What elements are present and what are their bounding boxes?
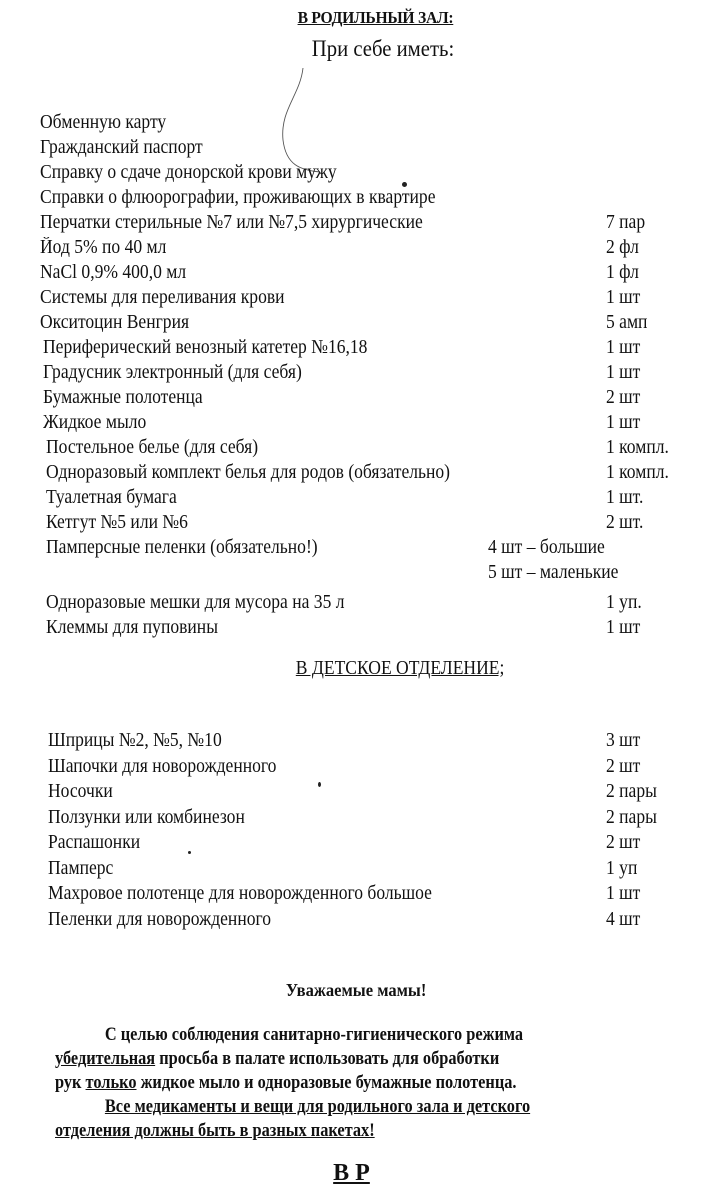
item-label: Памперс [48,857,114,879]
item-quantity: 1 компл. [606,462,669,483]
notice-warning: Все медикаменты и вещи для родильного зала и детского [104,1096,531,1117]
emphasis-convincing: убедительная [55,1048,156,1069]
list-item [0,907,703,933]
item-label: Периферический венозный катетер №16,18 [43,337,368,358]
notice-text: С целью соблюдения санитарно-гигиенического режима [104,1024,524,1045]
item-label: Окситоцин Венгрия [40,312,190,333]
item-quantity: 2 шт [606,755,641,777]
list-item [0,410,703,435]
list-item [0,560,703,585]
list-item [0,805,703,831]
item-quantity: 1 фл [606,262,639,283]
item-label: Носочки [48,781,113,802]
list-item [0,335,703,360]
list-item [0,485,703,510]
item-quantity: 1 шт [606,617,641,638]
list-item [0,285,703,310]
list-item [0,510,703,535]
list-item [0,360,703,385]
item-label: Махровое полотенце для новорожденного большое [48,883,432,904]
notice-line [55,1071,571,1095]
notice-text: рук [55,1072,86,1093]
item-label: Обменную карту [40,112,167,133]
section-title-children-department: В ДЕТСКОЕ ОТДЕЛЕНИЕ; [295,658,505,679]
notice-title: Уважаемые мамы! [285,980,427,1000]
list-item [0,830,703,856]
subtitle: При себе иметь: [311,36,455,61]
notice-text: просьба в палате использовать для обработки [155,1048,500,1069]
list-item [0,590,703,615]
item-quantity: 3 шт [606,730,641,751]
list-item [0,135,703,160]
list-item [0,881,703,907]
signature-initials: В Р [333,1160,370,1186]
item-label: Одноразовые мешки для мусора на 35 л [46,592,345,613]
item-label: Клеммы для пуповины [46,617,218,638]
list-item [0,260,703,285]
item-label: Ползунки или комбинезон [48,806,245,828]
item-label: Йод 5% по 40 мл [40,237,167,258]
item-quantity: 1 шт [606,362,641,383]
item-quantity: 4 шт [606,908,641,930]
list-item [0,460,703,485]
item-label: Перчатки стерильные №7 или №7,5 хирургические [40,212,423,233]
notice-text: жидкое мыло и одноразовые бумажные полотенца. [136,1072,517,1093]
item-quantity: 1 шт [606,287,641,308]
notice-line [55,1023,571,1047]
item-quantity: 5 шт – маленькие [488,562,619,583]
item-label: Распашонки [48,832,141,853]
item-quantity: 1 шт [606,412,641,433]
item-label: Градусник электронный (для себя) [43,362,302,383]
item-label: Одноразовый комплект белья для родов (обязательно) [46,462,451,483]
notice-line [55,1119,571,1143]
emphasis-only: только [85,1072,137,1093]
item-quantity: 1 шт [606,337,641,358]
list-item [0,728,703,754]
notice-line [55,1047,571,1071]
notice-line [55,1095,571,1119]
list-item [0,754,703,780]
item-quantity: 4 шт – большие [488,537,605,558]
item-quantity: 1 шт [606,883,641,904]
list-item [0,210,703,235]
item-label: Кетгут №5 или №6 [46,512,188,533]
section-title-delivery-room: В РОДИЛЬНЫЙ ЗАЛ: [297,8,454,27]
item-quantity: 1 уп [606,857,638,879]
list-item [0,160,703,185]
item-quantity: 2 пары [606,781,657,802]
item-label: Справки о флюорографии, проживающих в квартире [40,187,436,208]
item-label: Гражданский паспорт [40,137,203,158]
list-item [0,779,703,805]
item-quantity: 1 шт. [606,487,644,508]
item-label: Шприцы №2, №5, №10 [48,730,222,751]
item-label: Бумажные полотенца [43,387,203,408]
list-item [0,615,703,640]
children-department-list [0,728,703,932]
delivery-room-list [0,110,703,640]
item-quantity: 7 пар [606,212,646,233]
item-label: Туалетная бумага [46,487,177,508]
notice-paragraph-hygiene [55,1023,655,1143]
item-quantity: 2 шт [606,387,641,408]
list-item [0,310,703,335]
list-item [0,856,703,882]
item-quantity: 2 шт. [606,512,644,533]
item-quantity: 1 уп. [606,592,642,613]
list-item [0,535,703,560]
item-quantity: 2 шт [606,832,641,853]
notice-warning: отделения должны быть в разных пакетах! [55,1120,375,1141]
list-item [0,435,703,460]
item-label: Жидкое мыло [43,412,147,433]
list-item [0,235,703,260]
list-item [0,110,703,135]
item-label: Шапочки для новорожденного [48,755,277,777]
item-label: Пеленки для новорожденного [48,908,272,930]
item-label: Постельное белье (для себя) [46,437,259,458]
item-quantity: 2 пары [606,806,657,828]
item-quantity: 2 фл [606,237,639,258]
item-quantity: 5 амп [606,312,648,333]
item-label: Памперсные пеленки (обязательно!) [46,537,318,558]
list-item [0,185,703,210]
item-quantity: 1 компл. [606,437,669,458]
item-label: Справку о сдаче донорской крови мужу [40,162,337,183]
item-label: Системы для переливания крови [40,287,285,308]
item-label: NaCl 0,9% 400,0 мл [40,262,187,283]
list-item [0,385,703,410]
